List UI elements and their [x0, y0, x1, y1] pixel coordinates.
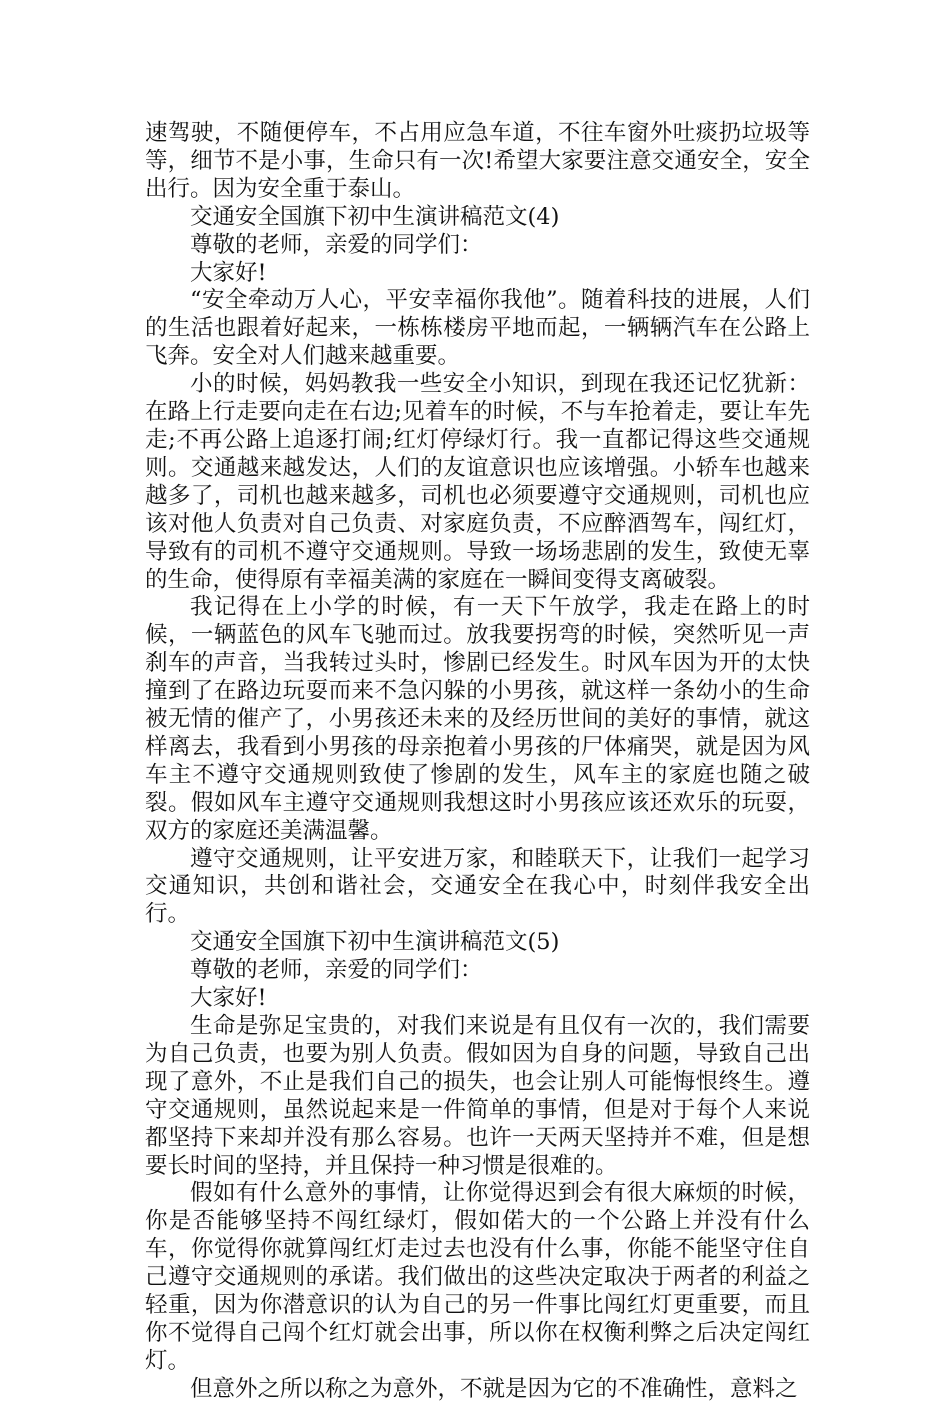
salutation: 尊敬的老师，亲爱的同学们： — [190, 231, 483, 258]
paragraph: “安全牵动万人心，平安幸福你我他”。随着科技的进展，人们的生活也跟着好起来，一栋栋楼房平地而起，一辆辆汽车在公路上飞奔。安全对人们越来越重要。 — [145, 287, 810, 370]
document-page — [145, 120, 810, 1404]
paragraph: 我记得在上小学的时候，有一天下午放学，我走在路上的时候，一辆蓝色的风车飞驰而过。放我要拐弯的时候，突然听见一声刹车的声音，当我转过头时，惨剧已经发生。时风车因为开的太快撞到了在路边玩耍而来不急闪躲的小男孩，就这样一条幼小的生命被无情的催产了，小男孩还未来的及经历世间的美好的事情，就这样离去，我看到小男孩的母亲抱着小男孩的尸体痛哭，就是因为风车主不遵守交通规则致使了惨剧的发生，风车主的家庭也随之破裂。假如风车主遵守交通规则我想这时小男孩应该还欢乐的玩耍，双方的家庭还美满温馨。 — [145, 594, 810, 844]
paragraph: 小的时候，妈妈教我一些安全小知识，到现在我还记忆犹新：在路上行走要向走在右边;见着车的时候，不与车抢着走，要让车先走;不再公路上追逐打闹;红灯停绿灯行。我一直都记得这些交通规则。交通越来越发达，人们的友谊意识也应该增强。小轿车也越来越多了，司机也越来越多，司机也必须要遵守交通规则，司机也应该对他人负责对自己负责、对家庭负责，不应醉酒驾车，闯红灯，导致有的司机不遵守交通规则。导致一场场悲剧的发生，致使无辜的生命，使得原有幸福美满的家庭在一瞬间变得支离破裂。 — [145, 371, 810, 593]
paragraph: 遵守交通规则，让平安进万家，和睦联天下，让我们一起学习交通知识，共创和谐社会，交通安全在我心中，时刻伴我安全出行。 — [145, 845, 810, 928]
paragraph: 假如有什么意外的事情，让你觉得迟到会有很大麻烦的时候，你是否能够坚持不闯红绿灯，假如偌大的一个公路上并没有什么车，你觉得你就算闯红灯走过去也没有什么事，你能不能坚守住自己遵守交通规则的承诺。我们做出的这些决定取决于两者的利益之轻重，因为你潜意识的认为自己的另一件事比闯红灯更重要，而且你不觉得自己闯个红灯就会出事，所以你在权衡利弊之后决定闯红灯。 — [145, 1180, 810, 1374]
paragraph: 但意外之所以称之为意外，不就是因为它的不准确性，意料之 — [190, 1375, 798, 1402]
section-title: 交通安全国旗下初中生演讲稿范文(5) — [190, 929, 560, 956]
greeting: 大家好! — [190, 259, 267, 286]
paragraph: 生命是弥足宝贵的，对我们来说是有且仅有一次的，我们需要为自己负责，也要为别人负责。假如因为自身的问题，导致自己出现了意外，不止是我们自己的损失，也会让别人可能悔恨终生。遵守交通规则，虽然说起来是一件简单的事情，但是对于每个人来说都坚持下来却并没有那么容易。也许一天两天坚持并不难，但是想要长时间的坚持，并且保持一种习惯是很难的。 — [145, 1013, 810, 1179]
greeting: 大家好! — [190, 985, 267, 1012]
salutation: 尊敬的老师，亲爱的同学们： — [190, 957, 483, 984]
paragraph: 速驾驶，不随便停车，不占用应急车道，不往车窗外吐痰扔垃圾等等，细节不是小事，生命只有一次!希望大家要注意交通安全，安全出行。因为安全重于泰山。 — [145, 120, 810, 202]
section-title: 交通安全国旗下初中生演讲稿范文(4) — [190, 203, 560, 230]
